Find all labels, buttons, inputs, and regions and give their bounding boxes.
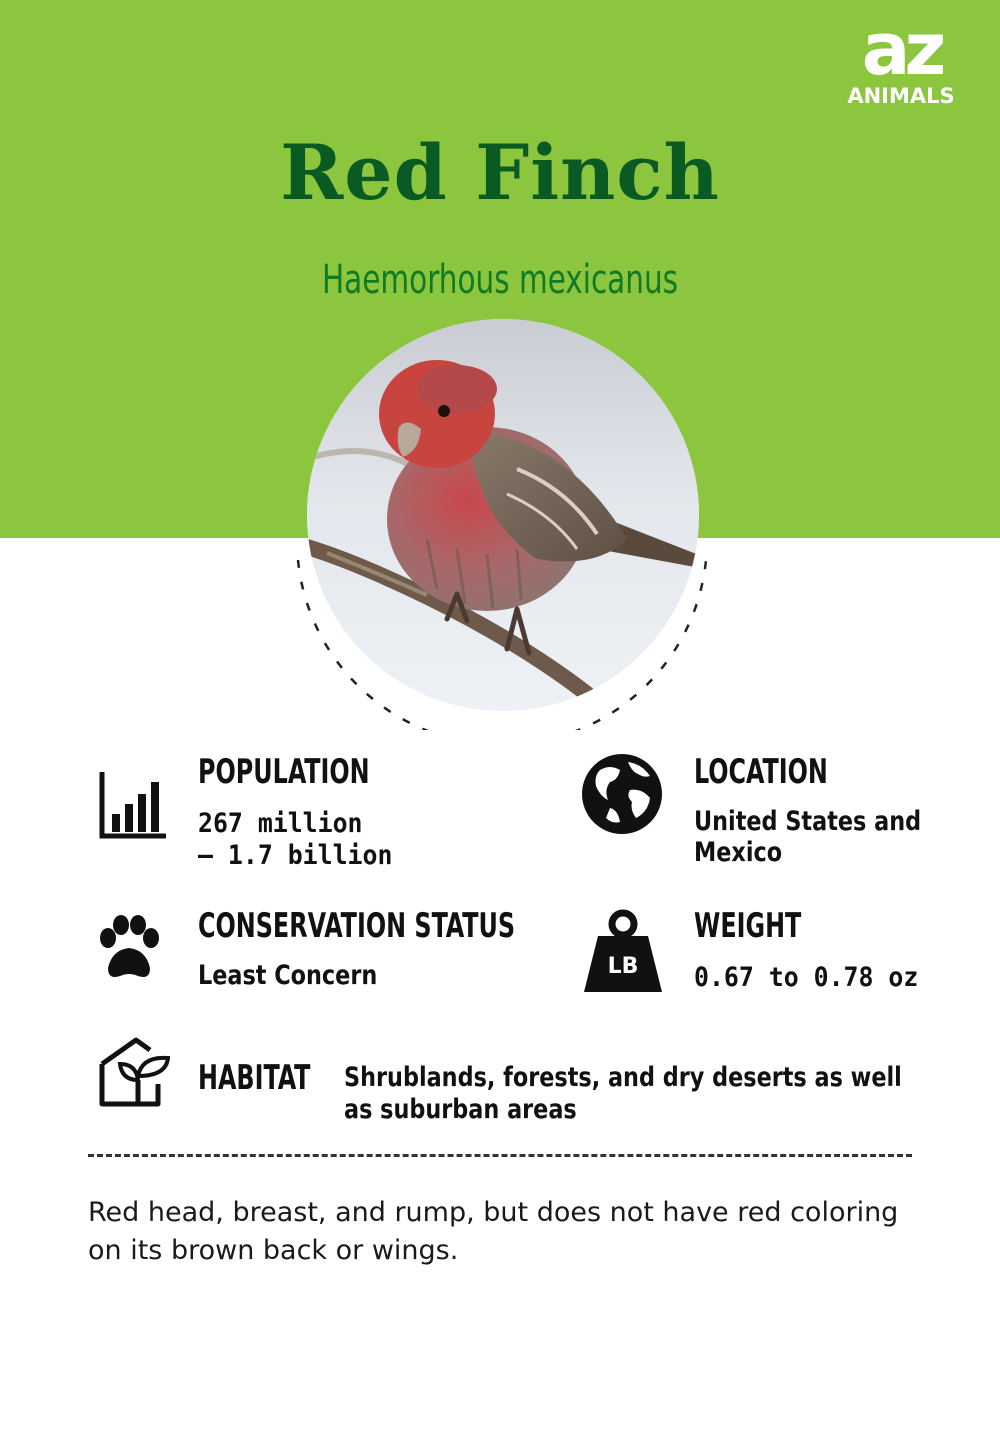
description: [88, 1194, 928, 1270]
weight-icon-text: LB: [607, 954, 639, 979]
house-plant-icon: [98, 1036, 180, 1108]
logo-wordmark: ANIMALS: [847, 84, 955, 108]
bird-photo: [307, 319, 699, 711]
kettlebell-shape: [582, 908, 664, 994]
logo-mark: az: [861, 7, 941, 91]
habitat-label: HABITAT: [198, 1058, 311, 1098]
weight-lb-icon: [582, 908, 664, 994]
description-line1: Red head, breast, and rump, but does not have red coloring: [88, 1197, 899, 1228]
globe-icon: [580, 752, 664, 836]
section-divider: [88, 1154, 912, 1157]
habitat-value-line2: as suburban areas: [344, 1094, 577, 1125]
weight-value: 0.67 to 0.78 oz: [694, 962, 919, 993]
scientific-name: Haemorhous mexicanus: [321, 257, 679, 303]
page-title: Red Finch: [280, 128, 720, 217]
az-animals-logo[interactable]: [836, 7, 966, 108]
conservation-status-value: Least Concern: [198, 960, 378, 991]
population-value-line1: 267 million: [198, 808, 363, 839]
population-label: POPULATION: [198, 752, 370, 792]
habitat-value-line1: Shrublands, forests, and dry deserts as well: [344, 1062, 902, 1093]
finch-illustration: [307, 319, 699, 711]
weight-label: WEIGHT: [694, 906, 802, 946]
description-line2: on its brown back or wings.: [88, 1235, 459, 1266]
paw-print-icon: [94, 914, 164, 982]
bar-chart-icon: [98, 770, 168, 842]
conservation-status-label: CONSERVATION STATUS: [198, 906, 516, 946]
location-label: LOCATION: [694, 752, 828, 792]
population-value-line2: – 1.7 billion: [198, 840, 393, 871]
location-value-line1: United States and: [694, 806, 922, 837]
location-value-line2: Mexico: [694, 837, 783, 868]
